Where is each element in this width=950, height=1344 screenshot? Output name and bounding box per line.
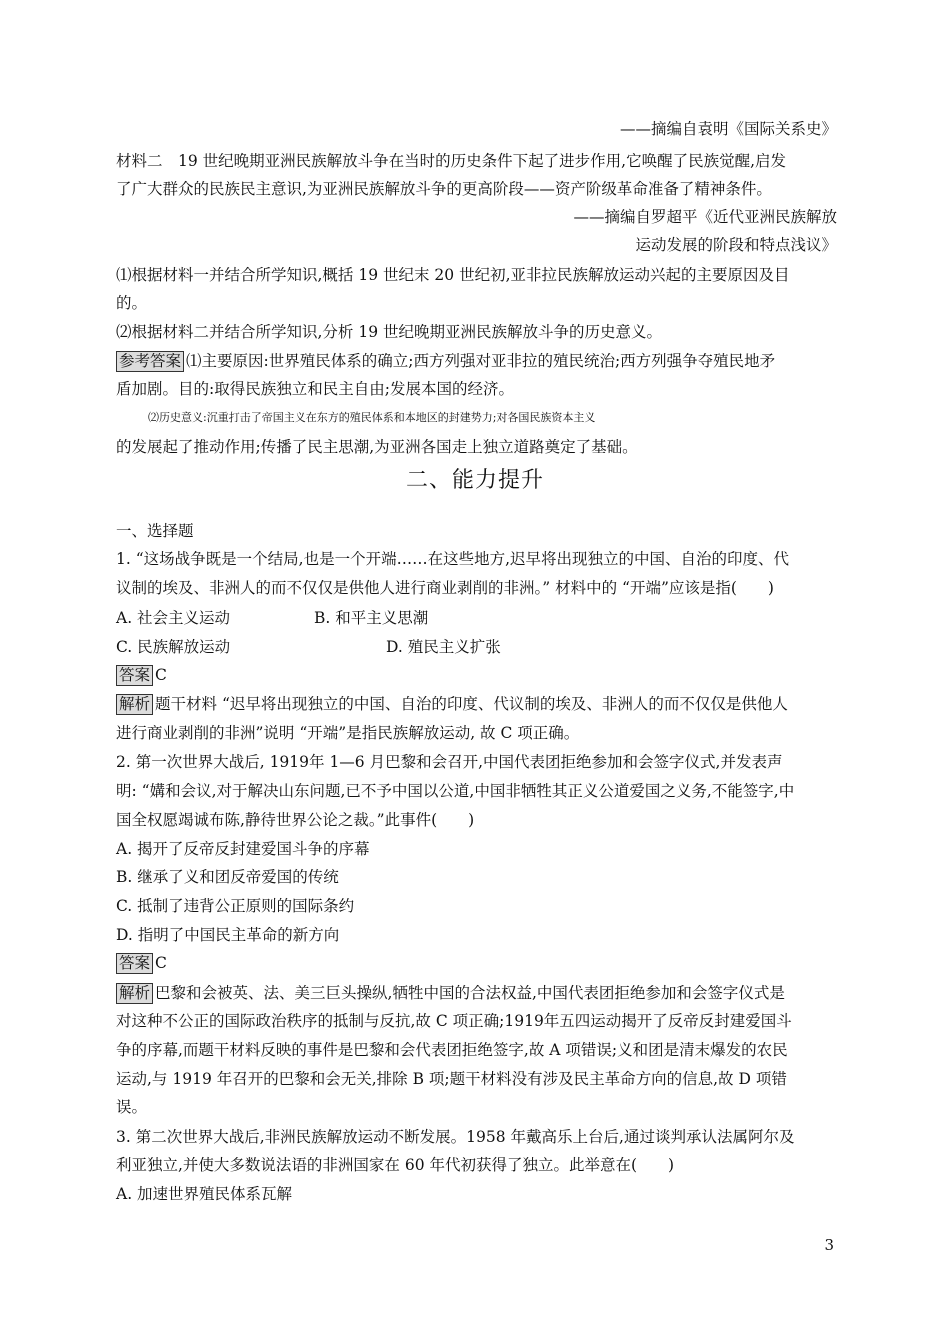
question1-stem: 议制的埃及、非洲人的而不仅仅是供他人进行商业剥削的非洲。” 材料中的 “开端”应该是指( ) (116, 579, 774, 597)
material2-line: 材料二 19 世纪晚期亚洲民族解放斗争在当时的历史条件下起了进步作用,它唤醒了民族觉醒,启发 (116, 152, 787, 170)
question-part1: 的。 (116, 294, 148, 312)
question1-option-d: D. 殖民主义扩张 (386, 638, 501, 656)
question1-option-b: B. 和平主义思潮 (314, 609, 429, 627)
analysis-text: 误。 (116, 1098, 148, 1116)
analysis-text: 运动,与 1919 年召开的巴黎和会无关,排除 B 项;题干材料没有涉及民主革命方向的信息,故 D 项错 (116, 1070, 787, 1088)
answer-label: 答案 (116, 953, 153, 974)
material2-source: ——摘编自罗超平《近代亚洲民族解放 (573, 208, 837, 226)
question1-analysis (116, 693, 836, 715)
analysis-label: 解析 (116, 983, 153, 1004)
question2-option-a: A. 揭开了反帝反封建爱国斗争的序幕 (116, 840, 370, 858)
question2-option-b: B. 继承了义和团反帝爱国的传统 (116, 868, 339, 886)
question1-option-a: A. 社会主义运动 (116, 609, 231, 627)
analysis-text: 巴黎和会被英、法、美三巨头操纵,牺牲中国的合法权益,中国代表团拒绝参加和会签字仪式是 (155, 984, 785, 1002)
analysis-text: 进行商业剥削的非洲”说明 “开端”是指民族解放运动, 故 C 项正确。 (116, 724, 580, 742)
analysis-text: 题干材料 “迟早将出现独立的中国、自治的印度、代议制的埃及、非洲人的而不仅仅是供他人 (155, 695, 788, 713)
reference-answer-text: 的发展起了推动作用;传播了民主思潮,为亚洲各国走上独立道路奠定了基础。 (116, 438, 638, 456)
question2-stem: 2. 第一次世界大战后, 1919年 1—6 月巴黎和会召开,中国代表团拒绝参加和会签字仪式,并发表声 (116, 753, 783, 771)
question3-stem: 3. 第二次世界大战后,非洲民族解放运动不断发展。1958 年戴高乐上台后,通过谈判承认法属阿尔及 (116, 1128, 795, 1146)
subsection-title: 一、选择题 (116, 522, 194, 540)
question2-answer (116, 952, 836, 974)
question2-option-c: C. 抵制了违背公正原则的国际条约 (116, 897, 355, 915)
section-title: 二、能力提升 (405, 468, 544, 493)
question2-stem: 明: “媾和会议,对于解决山东问题,已不予中国以公道,中国非牺牲其正义公道爱国之义务,不能签字,中 (116, 782, 795, 800)
question1-stem: 1. “这场战争既是一个结局,也是一个开端……在这些地方,迟早将出现独立的中国、自治的印度、代 (116, 550, 789, 568)
reference-answer-line (116, 350, 836, 372)
question2-stem: 国全权愿竭诚布陈,静待世界公论之裁。”此事件( ) (116, 811, 475, 829)
question-part2: ⑵根据材料二并结合所学知识,分析 19 世纪晚期亚洲民族解放斗争的历史意义。 (116, 323, 663, 341)
reference-answer-text: ⑴主要原因:世界殖民体系的确立;西方列强对亚非拉的殖民统治;西方列强争夺殖民地矛 (186, 352, 776, 370)
material2-line: 了广大群众的民族民主意识,为亚洲民族解放斗争的更高阶段——资产阶级革命准备了精神条件。 (116, 180, 772, 198)
material1-source: ——摘编自袁明《国际关系史》 (619, 120, 837, 138)
page-number: 3 (824, 1236, 834, 1254)
answer-value: C (155, 954, 167, 972)
reference-answer-text: ⑵历史意义:沉重打击了帝国主义在东方的殖民体系和本地区的封建势力;对各国民族资本主义 (148, 411, 596, 424)
reference-answer-text: 盾加剧。目的:取得民族独立和民主自由;发展本国的经济。 (116, 380, 514, 398)
question-part1: ⑴根据材料一并结合所学知识,概括 19 世纪末 20 世纪初,亚非拉民族解放运动兴起的主要原因及目 (116, 266, 790, 284)
analysis-text: 争的序幕,而题干材料反映的事件是巴黎和会代表团拒绝签字,故 A 项错误;义和团是清末爆发的农民 (116, 1041, 788, 1059)
answer-value: C (155, 666, 167, 684)
question3-option-a: A. 加速世界殖民体系瓦解 (116, 1185, 293, 1203)
answer-label: 答案 (116, 665, 153, 686)
question1-answer (116, 664, 836, 686)
reference-answer-label: 参考答案 (116, 351, 184, 372)
material2-source: 运动发展的阶段和特点浅议》 (635, 236, 837, 254)
analysis-label: 解析 (116, 694, 153, 715)
question3-stem: 利亚独立,并使大多数说法语的非洲国家在 60 年代初获得了独立。此举意在( ) (116, 1156, 675, 1174)
question2-option-d: D. 指明了中国民主革命的新方向 (116, 926, 340, 944)
question1-option-c: C. 民族解放运动 (116, 638, 231, 656)
question2-analysis (116, 982, 836, 1004)
analysis-text: 对这种不公正的国际政治秩序的抵制与反抗,故 C 项正确;1919年五四运动揭开了反帝反封建爱国斗 (116, 1012, 792, 1030)
